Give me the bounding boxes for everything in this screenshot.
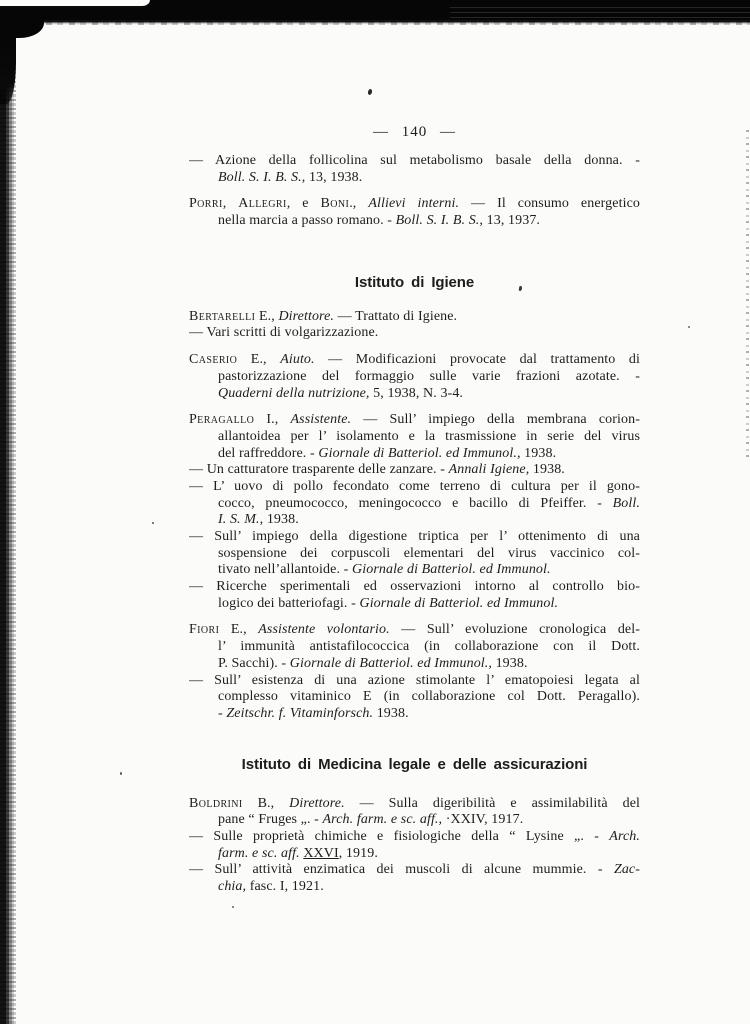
page-number: — 140 — (373, 124, 456, 140)
text-run: ·XXIV, 1917. (442, 812, 524, 828)
bibliography-entry (189, 309, 640, 326)
text-run: Assistente volontario. (258, 622, 390, 638)
text-run: Boll. S. I. B. S., (218, 169, 306, 185)
text-run: farm. e sc. aff. (218, 845, 300, 861)
text-run: — Vari scritti di volgarizzazione. (189, 325, 379, 341)
entry-line (189, 579, 640, 596)
entry-line (189, 352, 640, 369)
text-run: 1938. (263, 512, 299, 528)
text-run: — Sull’ attività enzimatica dei muscoli di alcune mummie. - (189, 862, 614, 878)
entry-line (189, 496, 640, 513)
bibliography-entry (189, 862, 640, 895)
bibliography-entry (189, 673, 640, 723)
scan-artifact-left-gutter (0, 18, 18, 1024)
text-run: allantoidea per l’ isolamento e la trasmissione in serie del virus (218, 428, 640, 444)
text-run: logico dei batteriofagi. - (218, 595, 360, 611)
ink-speck (120, 772, 122, 775)
entry-line (189, 546, 640, 563)
text-run: — Un catturatore trasparente delle zanzare. - (189, 462, 449, 478)
entry-line (189, 562, 640, 579)
page-content (189, 124, 640, 896)
text-run: - (218, 705, 227, 721)
text-run: ., (349, 196, 369, 212)
text-run: Quaderni della nutrizione, (218, 385, 370, 401)
text-run: l’ immunità antistafilococcica (in collaborazione con il Dott. (218, 639, 640, 655)
entry-line (189, 369, 640, 386)
bibliography-entry (189, 352, 640, 402)
text-run: B., (242, 795, 290, 811)
bibliography-content (189, 153, 640, 896)
entry-line (189, 462, 640, 479)
section-heading: Istituto di Medicina legale e delle assicurazioni (241, 755, 588, 773)
text-run: sospensione dei corpuscoli elementari del virus vaccinico col- (218, 545, 640, 561)
text-run: Giornale di Batteriol. ed Immunol., (289, 655, 492, 671)
text-run: Boll. (612, 495, 640, 511)
text-run: tivato nell’allantoide. - (218, 562, 353, 578)
text-run: 1938. (529, 462, 565, 478)
entry-line (189, 673, 640, 690)
text-run: Boldrini (189, 795, 243, 811)
text-run: fasc. I, 1921. (246, 879, 324, 894)
text-run: — Sulle proprietà chimiche e fisiologiche della “ Lysine „. - (189, 828, 610, 844)
text-run: — Sull’ esistenza di una azione stimolante l’ ematopoiesi legata al (189, 672, 640, 688)
entry-line (189, 412, 640, 429)
text-run: , (222, 196, 239, 212)
text-run: , 1919. (338, 845, 378, 861)
text-run: , e (286, 196, 321, 212)
section-heading: Istituto di Igiene (354, 273, 475, 291)
entry-line (189, 596, 640, 613)
entry-line (189, 213, 640, 230)
bibliography-entry (189, 479, 640, 529)
entry-line (189, 529, 640, 546)
text-run: nella marcia a passo romano. - (218, 213, 396, 229)
text-run: 13, 1938. (305, 169, 363, 185)
bibliography-section (189, 756, 640, 896)
entry-line (189, 196, 640, 213)
text-run: Giornale di Batteriol. ed Immunol. (359, 595, 559, 611)
entry-line (189, 689, 640, 706)
text-run: E., (255, 308, 279, 324)
text-run: — Azione della follicolina sul metabolismo basale della donna. - (189, 153, 640, 168)
entry-line (189, 879, 640, 896)
text-run: Zeitschr. f. Vitaminforsch. (226, 705, 374, 721)
text-run: Allievi interni. (368, 196, 460, 212)
ink-speck (232, 906, 234, 908)
text-run: Boni (320, 196, 350, 212)
text-run: — Sull’ evoluzione cronologica del- (389, 622, 640, 638)
bibliography-section (189, 153, 640, 230)
bibliography-entry (189, 529, 640, 579)
bibliography-entry (189, 829, 640, 862)
text-run: Arch. farm. e sc. aff., (322, 812, 443, 828)
text-run: P. Sacchi). - (218, 655, 290, 671)
entry-line (189, 622, 640, 639)
text-run: — Modificazioni provocate dal trattamento di (314, 352, 640, 368)
bibliography-entry (189, 462, 640, 479)
text-run: Zac- (613, 862, 640, 878)
text-run: XXVI (303, 845, 339, 861)
entry-line (189, 796, 640, 813)
text-run: 5, 1938, N. 3-4. (369, 385, 464, 401)
text-run: — L’ uovo di pollo fecondato come terreno di cultura per il gono- (189, 478, 640, 494)
text-run: — Sull’ impiego della membrana corion- (351, 412, 640, 428)
ink-speck (367, 89, 372, 96)
text-run: Assistente. (290, 412, 352, 428)
bibliography-entry (189, 622, 640, 672)
entry-line (189, 386, 640, 403)
text-run: — Il consumo energetico (459, 196, 640, 212)
text-run: pastorizzazione del formaggio sulle varie frazioni azotate. - (218, 368, 640, 384)
text-run: del raffreddore. - (218, 445, 319, 461)
text-run: Boll. S. I. B. S., (395, 213, 484, 229)
text-run: Allegri (238, 196, 287, 212)
text-run: Peragallo (189, 412, 255, 428)
text-run: cocco, pneumococco, meningococco e bacillo di Pfeiffer. - (218, 495, 613, 511)
entry-line (189, 446, 640, 463)
text-run: chia, (218, 879, 247, 894)
entry-line (189, 309, 640, 326)
bibliography-section (189, 274, 640, 723)
ink-speck (688, 326, 690, 328)
bibliography-entry (189, 325, 640, 342)
entry-line (189, 706, 640, 723)
text-run: Caserio (189, 352, 238, 368)
entry-line (189, 862, 640, 879)
entry-line (189, 812, 640, 829)
text-run: Bertarelli (189, 308, 256, 324)
text-run: Direttore. (289, 795, 345, 811)
entry-line (189, 153, 640, 170)
text-run: Direttore. (278, 308, 335, 324)
text-run: 1938. (373, 705, 409, 721)
text-run: Annali Igiene, (448, 462, 530, 478)
text-run: Porri (189, 196, 223, 212)
entry-line (189, 656, 640, 673)
text-run: Arch. (609, 828, 640, 844)
bibliography-entry (189, 196, 640, 229)
text-run: I., (254, 412, 291, 428)
scan-artifact-top-sliver (0, 0, 150, 8)
entry-line (189, 479, 640, 496)
text-run: I. S. M., (218, 512, 264, 528)
ink-speck (152, 522, 154, 524)
bibliography-entry (189, 153, 640, 186)
text-run: — Ricerche sperimentali ed osservazioni intorno al controllo bio- (189, 579, 640, 595)
bibliography-entry (189, 796, 640, 829)
bibliography-entry (189, 579, 640, 612)
text-run: 13, 1937. (483, 213, 541, 229)
text-run: E., (219, 622, 259, 638)
text-run: Giornale di Batteriol. ed Immunol., (318, 445, 521, 461)
text-run: E., (237, 352, 281, 368)
bibliography-entry (189, 412, 640, 462)
text-run: 1938. (491, 655, 528, 671)
text-run: Fiori (189, 622, 220, 638)
scan-artifact-right-speckle (746, 130, 749, 460)
text-run: complesso vitaminico E (in collaborazione col Dott. Peragallo). (218, 689, 640, 705)
text-run: pane “ Fruges „. - (218, 812, 323, 828)
entry-line (189, 325, 640, 342)
entry-line (189, 429, 640, 446)
text-run: — Trattato di Igiene. (334, 308, 458, 324)
text-run: Aiuto. (280, 352, 315, 368)
text-run: — Sulla digeribilità e assimilabilità del (344, 795, 640, 811)
entry-line (189, 170, 640, 187)
entry-line (189, 846, 640, 863)
text-run: — Sull’ impiego della digestione triptica per l’ ottenimento di una (189, 529, 640, 544)
entry-line (189, 512, 640, 529)
entry-line (189, 639, 640, 656)
text-run: Giornale di Batteriol. ed Immunol. (352, 562, 551, 578)
text-run: 1938. (520, 445, 557, 461)
entry-line (189, 829, 640, 846)
